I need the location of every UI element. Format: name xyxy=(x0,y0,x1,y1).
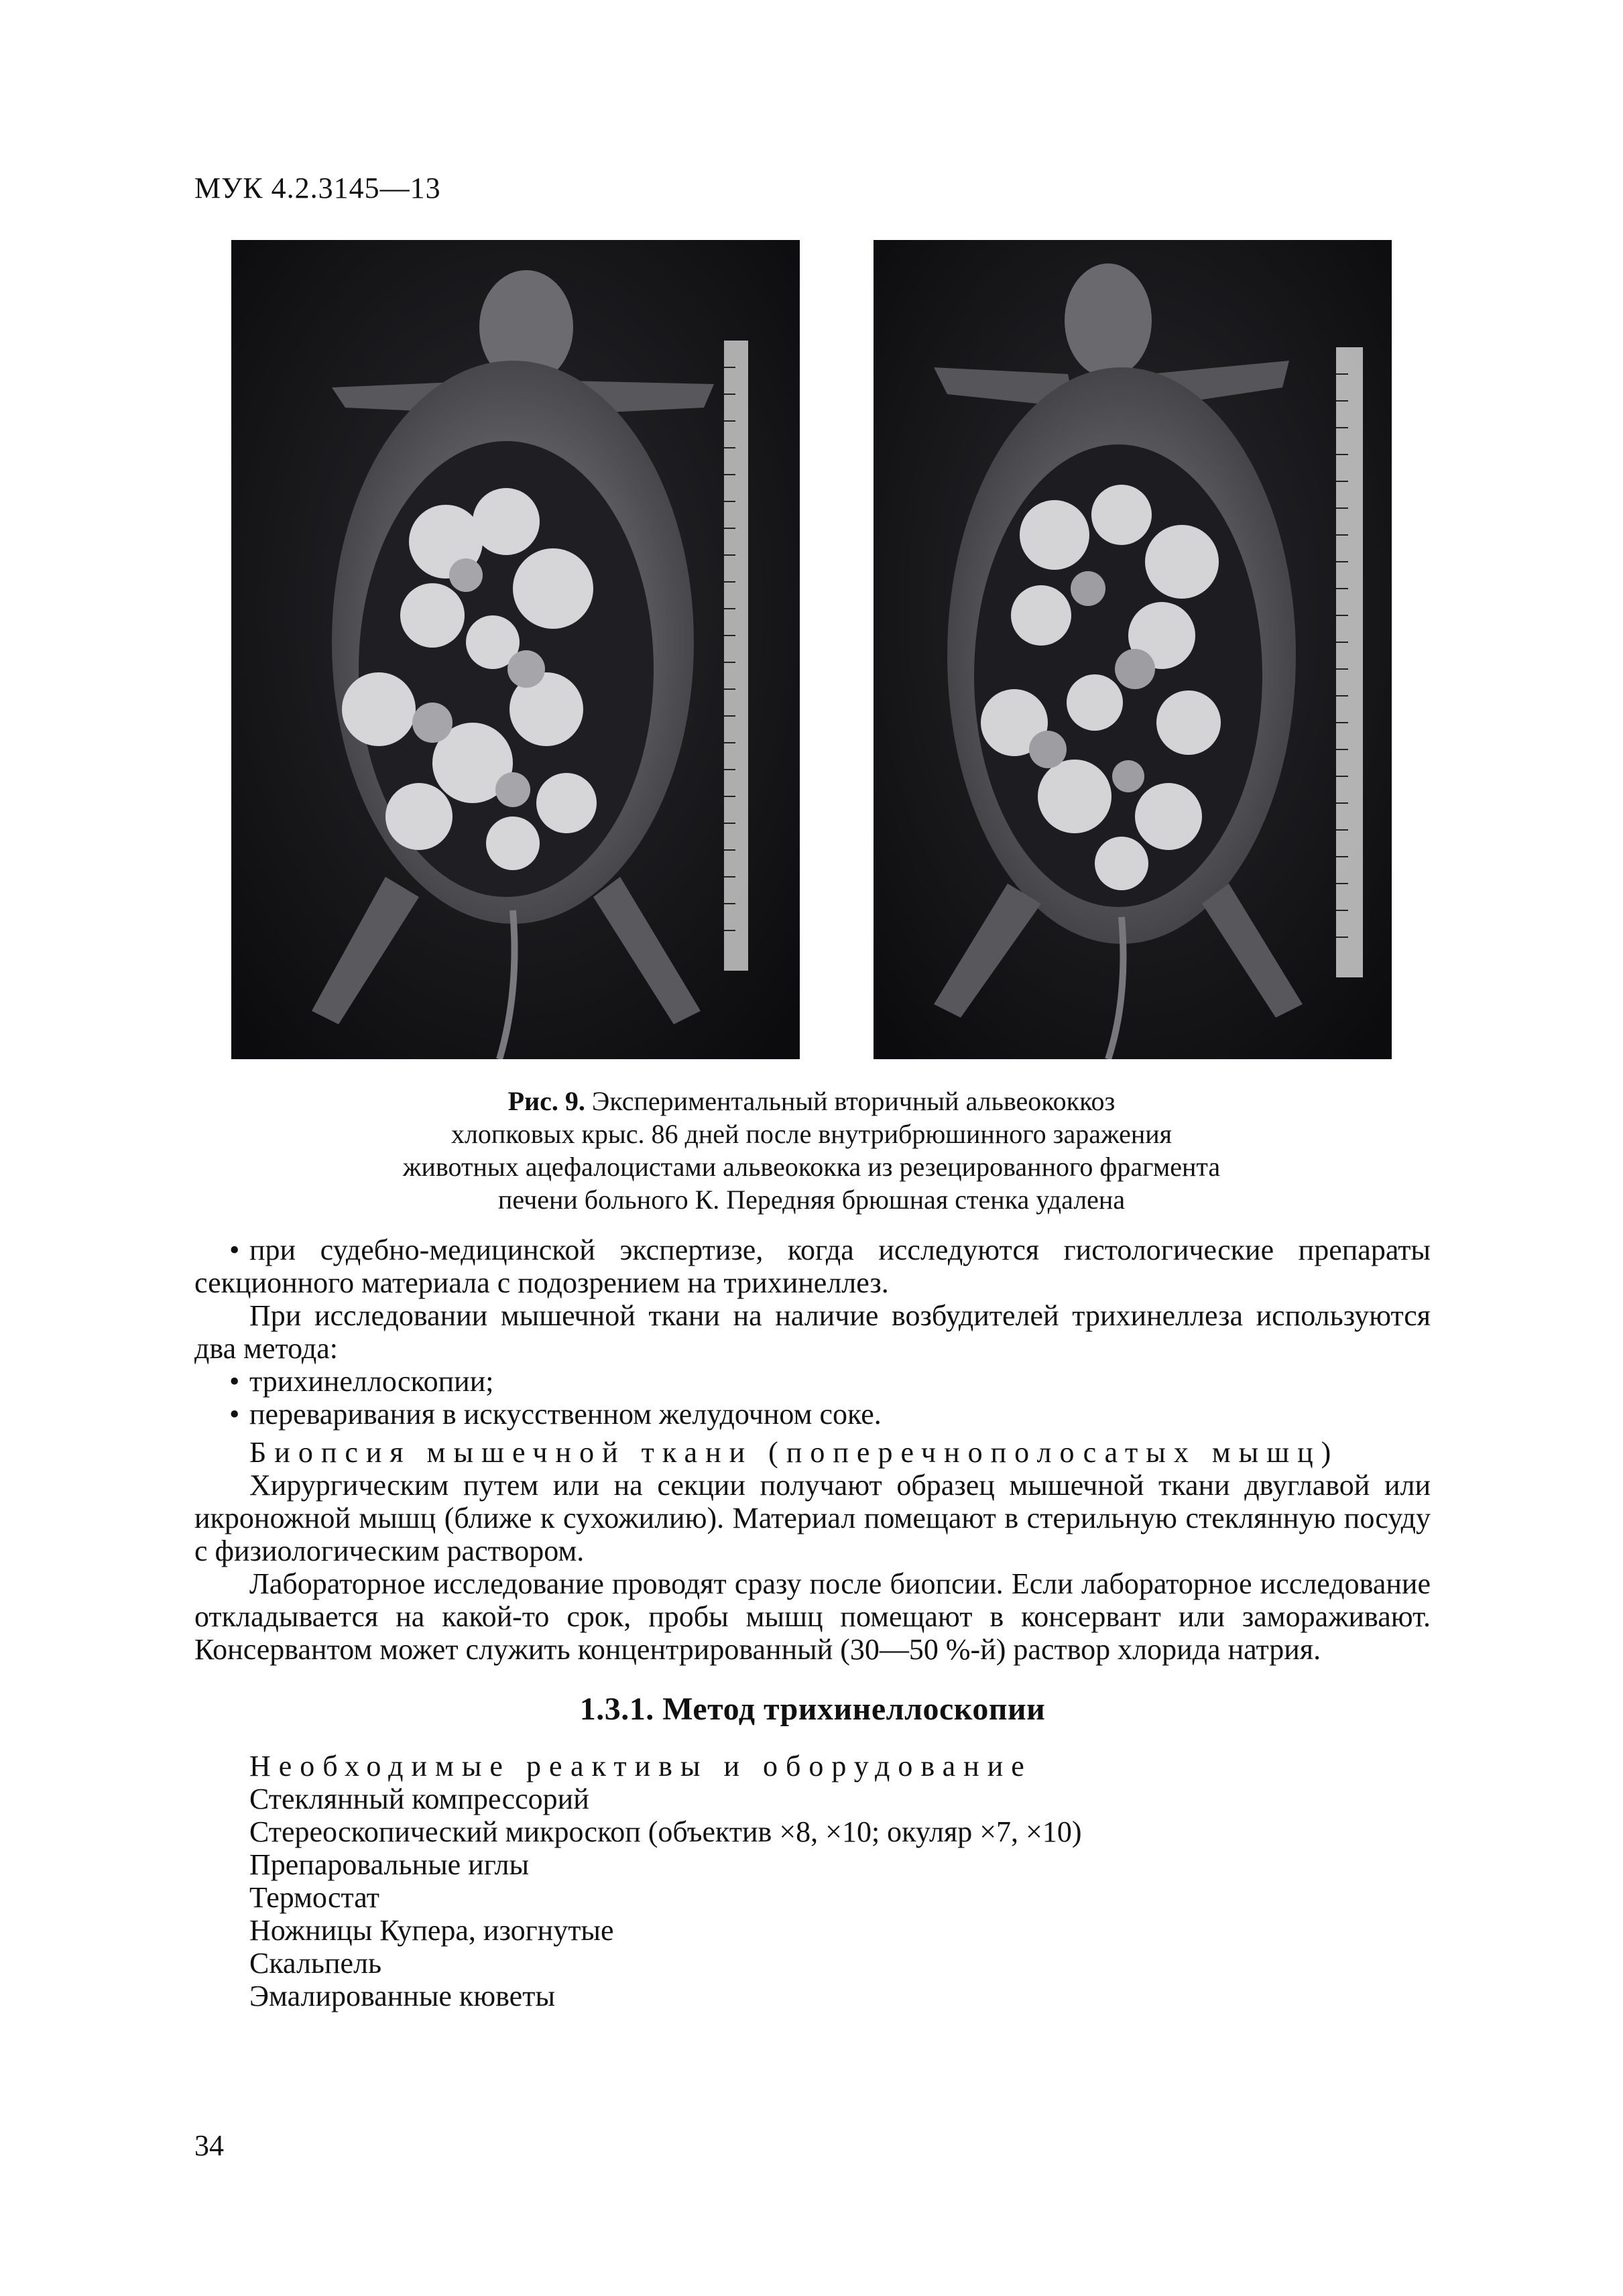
method-item-trichinelloscopy: • трихинеллоскопии; xyxy=(194,1365,1431,1398)
method-item-digestion: • переваривания в искусственном желудочном соке. xyxy=(194,1398,1431,1431)
section-title: 1.3.1. Метод трихинеллоскопии xyxy=(579,1691,1046,1727)
figure-label: Рис. 9. xyxy=(507,1086,585,1116)
methods-intro-paragraph: При исследовании мышечной ткани на наличие возбудителей трихинеллеза используются два метода: xyxy=(194,1299,1431,1365)
caption-line-1 xyxy=(231,1085,1392,1117)
biopsy-heading: Биопсия мышечной ткани (поперечнополосатых мышц) xyxy=(249,1436,1339,1469)
specimen-illustration-left xyxy=(231,240,800,1059)
equipment-heading: Необходимые реактивы и оборудование xyxy=(249,1750,1032,1783)
lab-paragraph: Лабораторное исследование проводят сразу после биопсии. Если лабораторное исследование откладывается на какой-то срок, пробы мышц помещают в консервант или замораживают. Консервантом может служить концентрированный (30—50 %-й) раствор хлорида натрия. xyxy=(194,1567,1431,1666)
equipment-list xyxy=(194,1783,1431,2012)
caption-text-1: Экспериментальный вторичный альвеококкоз xyxy=(591,1086,1116,1116)
caption-line-2: хлопковых крыс. 86 дней после внутрибрюшинного заражения xyxy=(450,1119,1173,1149)
equipment-item: Ножницы Купера, изогнутые xyxy=(249,1914,614,1947)
equipment-item: Стереоскопический микроскоп (объектив ×8, ×10; окуляр ×7, ×10) xyxy=(249,1815,1082,1848)
body-text xyxy=(194,1233,1431,2012)
equipment-item: Термостат xyxy=(249,1881,379,1914)
biopsy-paragraph: Хирургическим путем или на секции получают образец мышечной ткани двуглавой или икроножной мышц (ближе к сухожилию). Материал помещают в стерильную стеклянную посуду с физиологическим раствором. xyxy=(194,1469,1431,1567)
rat-specimen-photo-right xyxy=(874,240,1392,1059)
specimen-illustration-right xyxy=(874,240,1392,1059)
equipment-item: Стеклянный компрессорий xyxy=(249,1783,589,1815)
figure-caption xyxy=(231,1085,1392,1216)
methods-list xyxy=(194,1365,1431,1431)
bullet-paragraph-forensic: • при судебно-медицинской экспертизе, когда исследуются гистологические препараты секционного материала с подозрением на трихинеллез. xyxy=(194,1233,1431,1299)
equipment-item: Скальпель xyxy=(249,1947,382,1980)
equipment-item: Препаровальные иглы xyxy=(249,1848,530,1881)
caption-line-4: печени больного К. Передняя брюшная стенка удалена xyxy=(497,1185,1126,1215)
caption-line-3: животных ацефалоцистами альвеококка из резецированного фрагмента xyxy=(402,1152,1221,1182)
document-code-header: МУК 4.2.3145—13 xyxy=(194,172,441,204)
equipment-item: Эмалированные кюветы xyxy=(249,1980,556,2012)
page-number: 34 xyxy=(194,2129,224,2162)
rat-specimen-photo-left xyxy=(231,240,800,1059)
